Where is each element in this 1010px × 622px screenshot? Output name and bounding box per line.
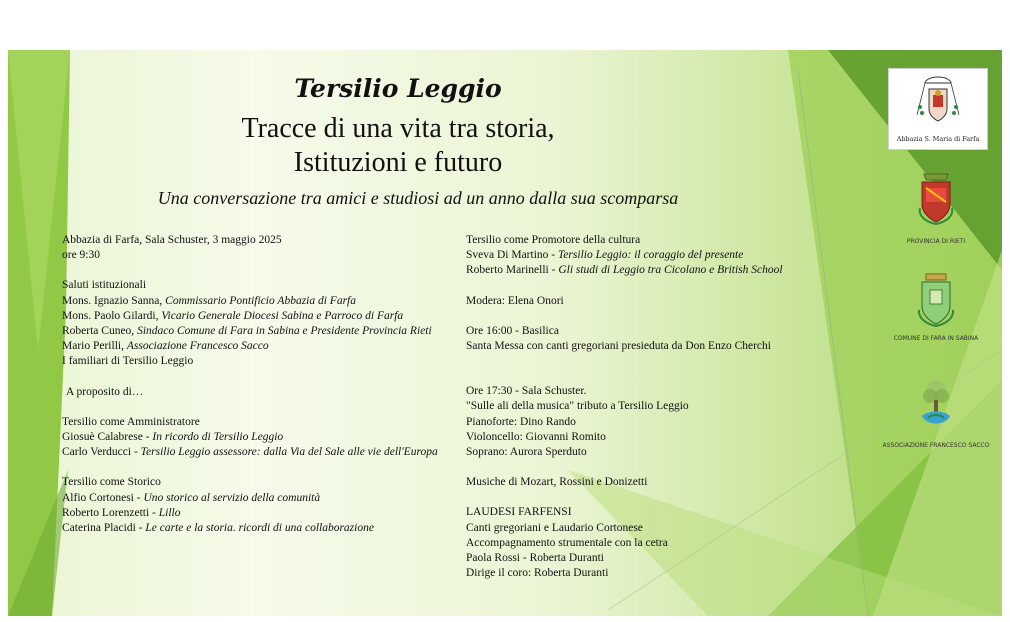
amministratore-heading: Tersilio come Amministratore: [62, 415, 200, 428]
talk-line: Sveva Di Martino - Tersilio Leggio: il coraggio del presente: [466, 249, 744, 262]
main-title-line-1: Tracce di una vita tra storia,: [241, 113, 555, 144]
talk-line: Roberto Marinelli - Gli studi di Leggio tra Cicolano e British School: [466, 264, 783, 277]
afternoon-time: Ore 16:00 - Basilica: [466, 324, 559, 337]
event-poster: [8, 50, 1002, 616]
comune-caption: COMUNE DI FARA IN SABINA: [893, 335, 979, 342]
start-time: ore 9:30: [62, 249, 101, 262]
saluti-heading: Saluti istituzionali: [62, 279, 147, 292]
choir-line: Canti gregoriani e Laudario Cortonese: [466, 521, 643, 534]
program-right-column: [466, 233, 826, 581]
abbazia-caption: Abbazia S. Maria di Farfa: [896, 135, 980, 143]
talk-line: Carlo Verducci - Tersilio Leggio assessore: dalla Via del Sale alle vie dell'Europa: [62, 446, 438, 459]
choir-line: Paola Rossi - Roberta Duranti: [466, 552, 604, 565]
comune-coat-of-arms-icon: [916, 272, 956, 328]
mass-description: Santa Messa con canti gregoriani presieduta da Don Enzo Cherchi: [466, 340, 771, 353]
provincia-coat-of-arms-icon: [916, 172, 956, 226]
cultura-heading: Tersilio come Promotore della cultura: [466, 234, 641, 246]
performer-line: Violoncello: Giovanni Romito: [466, 430, 606, 443]
main-title-line-2: Istituzioni e futuro: [293, 147, 503, 178]
talk-line: Caterina Placidi - Le carte e la storia. ricordi di una collaborazione: [62, 522, 374, 535]
speaker-line: Roberta Cuneo, Sindaco Comune di Fara in Sabina e Presidente Provincia Rieti: [62, 325, 432, 338]
music-program: Musiche di Mozart, Rossini e Donizetti: [466, 476, 648, 489]
storico-heading: Tersilio come Storico: [62, 476, 161, 489]
script-title: Tersilio Leggio: [294, 74, 502, 103]
associazione-caption: ASSOCIAZIONE FRANCESCO SACCO: [882, 442, 990, 449]
choir-line: Accompagnamento strumentale con la cetra: [466, 536, 668, 549]
talk-line: Roberto Lorenzetti - Lillo: [62, 506, 181, 519]
abbey-coat-of-arms-icon: [915, 75, 961, 129]
venue-date: Abbazia di Farfa, Sala Schuster, 3 maggio 2025: [62, 234, 282, 246]
speaker-line: Mons. Paolo Gilardi, Vicario Generale Diocesi Sabina e Parroco di Farfa: [62, 309, 404, 322]
provincia-caption: PROVINCIA DI RIETI: [906, 238, 966, 245]
speaker-line: Mario Perilli, Associazione Francesco Sacco: [62, 340, 269, 353]
speaker-line: Mons. Ignazio Sanna, Commissario Pontificio Abbazia di Farfa: [62, 294, 356, 307]
performer-line: Pianoforte: Dino Rando: [466, 415, 576, 428]
subtitle: Una conversazione tra amici e studiosi ad un anno dalla sua scomparsa: [157, 188, 679, 208]
choir-director: Dirige il coro: Roberta Duranti: [466, 567, 609, 580]
performer-line: Soprano: Aurora Sperduto: [466, 446, 587, 459]
talk-line: Alfio Cortonesi - Uno storico al servizio della comunità: [62, 491, 321, 504]
talk-line: Giosuè Calabrese - In ricordo di Tersilio Leggio: [62, 431, 284, 444]
concert-title: "Sulle ali della musica" tributo a Tersilio Leggio: [466, 400, 689, 413]
choir-name: LAUDESI FARFENSI: [466, 506, 572, 519]
main-title: [138, 112, 658, 180]
program-left-column: [62, 233, 438, 536]
a-proposito-heading: A proposito di…: [66, 385, 144, 398]
speaker-line: I familiari di Tersilio Leggio: [62, 355, 194, 368]
abbazia-logo: [888, 68, 988, 150]
moderator: Modera: Elena Onori: [466, 294, 564, 307]
associazione-tree-logo-icon: [918, 376, 954, 432]
evening-time: Ore 17:30 - Sala Schuster.: [466, 385, 587, 398]
